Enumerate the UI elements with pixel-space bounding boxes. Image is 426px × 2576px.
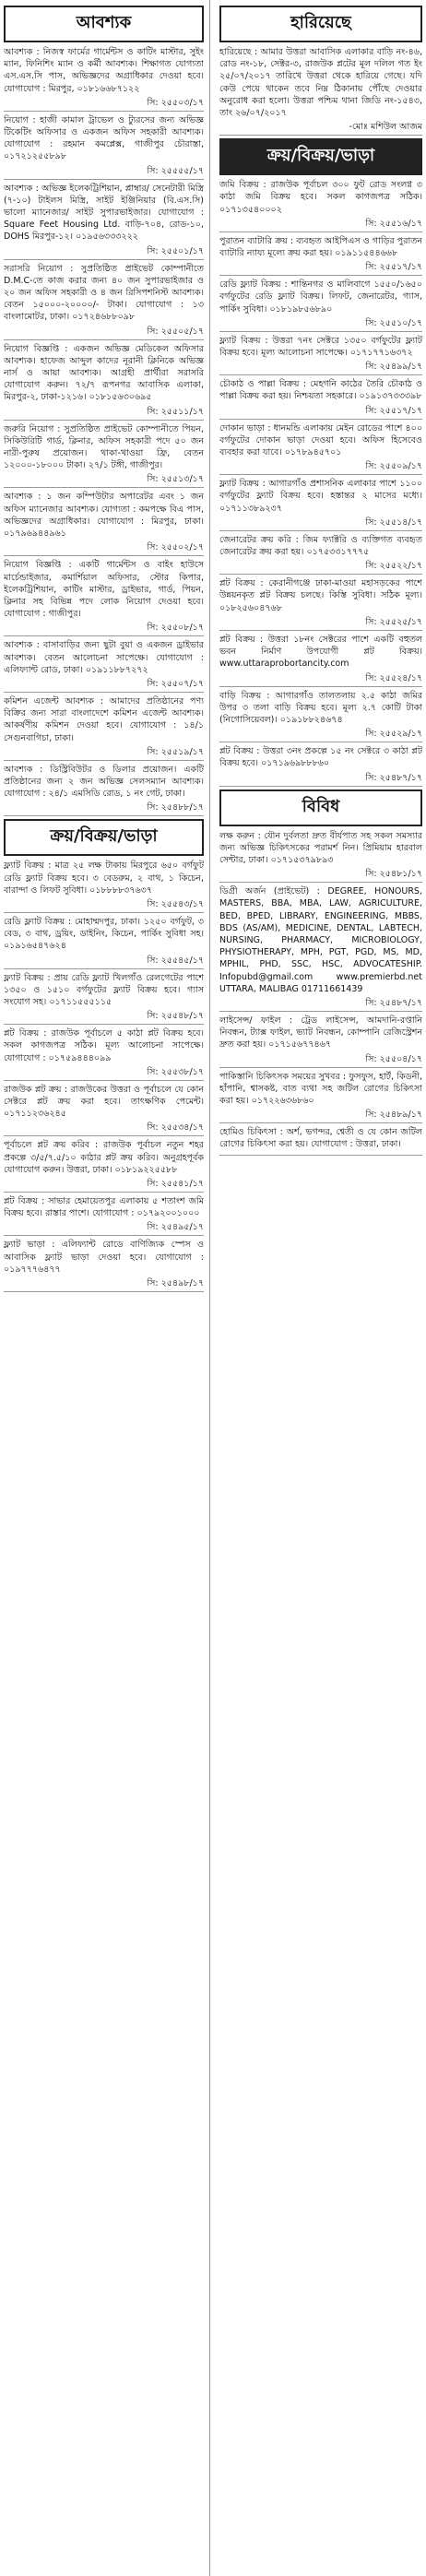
ad-code: সি: ২৫৫৩৪/১৭ [147,1122,204,1134]
buy-sell-ads-list [4,860,204,1292]
ad-code: সি: ২৫৫১১/১৭ [147,406,204,417]
ad-code: সি: ২৫৫১০/১৭ [365,317,422,328]
classified-ad [219,235,422,276]
divider [219,1155,422,1156]
lost-notice: হারিয়েছে : আমার উত্তরা আবাসিক এলাকার বাড়ি নং-৪৬, রোড নং-১৮, সেক্টর-৩, রাজউক প্লটের মূল দলিল গত ইং ২৫/০৭/২০১৭ তারিখে উত্তরা থেকে হারিয়ে গেছে। যদি কেউ পেয়ে থাকেন তবে নিম্ন ঠিকানায় পৌঁছে দেওয়ার অনুরোধ করা হলো। উত্তরা পশ্চিম থানা জিডি নং-১৫৪৩, তাং ২৬/০৭/২০১৭ [219,47,422,119]
ad-code: সি: ২৫৫০৯/১৭ [365,461,422,472]
left-column [0,0,210,2576]
divider [219,474,422,475]
divider [4,179,204,180]
classified-ad [219,885,422,1012]
ad-code: সি: ২৫৫২২/১৭ [365,561,422,572]
ad-text: লাইসেন্স/ ফাইল : ট্রেড লাইসেন্স, আমদানি-রপ্তানি নিবন্ধন, ট্যাক্স ফাইল, ভ্যাট নিবন্ধন, কোম্পানি রেজিস্ট্রেশন দ্রুত করা হয়। ০১৭১৫৬৭৭৪৬৭ [219,1015,422,1051]
classified-ad [4,639,204,693]
ad-text: প্লট বিক্রয় : উত্তরা ১৮নং সেক্টরের পাশে একটি বহুতল ভবন নির্মাণ উপযোগী প্লট বিক্রয়। www.uttaraprobortancity.com [219,634,422,670]
ad-code: সি: ২৫৫৪১/১৭ [147,1179,204,1189]
classified-ad [4,46,204,112]
classified-ad [4,263,204,340]
divider [4,1135,204,1136]
divider [219,686,422,687]
divider [4,912,204,913]
ad-code: সি: ২৫৫০৩/১৭ [147,97,204,108]
ad-text: রেডি ফ্ল্যাট বিক্রয় : মোহাম্মদপুর, ঢাকা। ১২৫০ বর্গফুট, ৩ বেড, ৩ বাথ, ড্রয়িং, ডাইনিং, কিচেন, পার্কিং সুবিধা সহ। ০১৯১৬৫৪৭৬২৪ [4,916,204,952]
divider [219,275,422,276]
divider [219,882,422,883]
divider [4,259,204,260]
ad-code: সি: ২৫৫২৯/১৭ [365,729,422,740]
divider [219,331,422,332]
ad-code: সি: ২৫৪৮১/১৭ [365,869,422,880]
ad-code: সি: ২৫৫১৯/১৭ [147,746,204,757]
right-column [214,0,426,2576]
divider [219,1122,422,1123]
ad-code: সি: ২৫৫৪৩/১৭ [147,898,204,909]
divider [4,339,204,340]
divider [4,487,204,488]
divider [4,692,204,693]
ad-text: লক্ষ করুন : যৌন দুর্বলতা দ্রুত বীর্যপাত সহ সকল সমস্যার জন্য অভিজ্ঞ চিকিৎসকের পরামর্শ নিন। প্রিমিয়াম হারবাল সেন্টার, ঢাকা। ০১৭১৫৩৭৯৮৯৩ [219,830,422,865]
ad-code: সি: ২৫৪৮৭/১৭ [365,772,422,783]
buy-sell-ads-list-right [219,179,422,786]
classified-ad [219,534,422,575]
divider [4,420,204,421]
ad-text: পুরাতন ব্যাটারি ক্রয় : ব্যবহৃত আইপিএস ও গাড়ির পুরাতন ব্যাটারি ন্যায্য মূল্যে ক্রয় করা হয়। ০১৯১১৫৪৪৬৬৮ [219,235,422,259]
ad-text: দোকান ভাড়া : ধানমন্ডি এলাকায় মেইন রোডের পাশে ৪০০ বর্গফুটের দোকান ভাড়া দেওয়া হবে। অফিস হিসেবেও ব্যবহার করা যাবে। ০১৭৮৯৪৫৭০১ [219,422,422,458]
classified-ad [4,1195,204,1236]
classified-ad [219,1126,422,1155]
ad-text: পূর্বাচলে প্লট ক্রয় করিব : রাজউক পূর্বাচল নতুন শহর প্রকল্পে ৩/৫/৭.৫/১০ কাঠার প্লট ক্রয় করিব। অনুগ্রহপূর্বক যোগাযোগ করুন। উত্তরা, ঢাকা। ০১৮১৯২২৫৫৮৮ [4,1140,204,1175]
lost-notice-signature: -মোঃ মশিউল আজম [349,122,422,133]
ad-text: জমি বিক্রয় : রাজউক পূর্বাচল ৩০০ ফুট রোড সংলগ্ন ৩ কাঠা জমি বিক্রয় হবে। সকল কাগজপত্র সঠিক। ০১৭১৩৫৪০০০২ [219,180,422,215]
ad-text: চৌকাঠ ও পাল্লা বিক্রয় : মেহগনি কাঠের তৈরি চৌকাঠ ও পাল্লা বিক্রয় করা হয়। নিশ্চয়তা সহকারে। ০১৯১৩৭৩৩৩৯৮ [219,379,422,402]
classified-ad [219,179,422,232]
ad-text: সরাসরি নিয়োগ : সুপ্রতিষ্ঠিত প্রাইভেট কোম্পানীতে D.M.C-তে কাজ করার জন্য ৪০ জন সুপারভাইজার ও ২০ জন অফিস সহকারী ও ৪ জন রিসিপশনিস্ট আবশ্যক। বেতন ১৫০০০-২০০০০/- টাকা। যোগাযোগ : ১৩ বাংলামোটর, ঢাকা। ০১৭২৪৬৮৮০৯৮ [4,263,204,323]
ad-code: সি: ২৫৪৯৮/১৭ [147,1278,204,1289]
ad-text: ফ্ল্যাট বিক্রয় : আগারগাঁও প্রশাসনিক এলাকার পাশে ১১০০ বর্গফুটের ফ্ল্যাট বিক্রয় হবে। হস্তান্তর ২ মাসের মধ্যে। ০১৭১১৩৮৯২৩৭ [219,479,422,514]
ad-text: ফ্ল্যাট বিক্রয় : প্রায় রেডি ফ্ল্যাট খিলগাঁও রেলগেটের পাশে ১৩৫০ ও ১৫১০ বর্গফুটের ফ্ল্যাট বিক্রয় হবে। গ্যাস সংযোগ সহ। ০১৭১১৫৫৫১১৫ [4,972,204,1007]
ad-text: জেনারেটর ক্রয় করি : জিম ফ্যাক্টরি ও ব্যক্তিগত ব্যবহৃত জেনারেটর ক্রয় করা হয়। ০১৭৫৩৩১৭৭৭৫ [219,534,422,558]
ad-text: রাজউক প্লট ক্রয় : রাজউকের উত্তরা ও পূর্বাচলে যে কোন সেক্টরে প্লট ক্রয় করা হবে। তাৎক্ষণিক পেমেন্ট। ০১৭১১২৩৬২৪৫ [4,1084,204,1120]
section-header-misc: বিবিধ [219,789,422,826]
ad-text: বাড়ি বিক্রয় : আগারগাঁও তালতলায় ২.৫ কাঠা জমির উপর ৩ তলা বাড়ি বিক্রয় হবে। মূল্য ২.৭ কোটি টাকা (নিগোসিয়েবল)। ০১৯১৮৮২৪৬৭৪ [219,690,422,725]
misc-ads-list [219,830,422,1156]
divider [219,1067,422,1068]
divider [4,815,204,816]
ad-code: সি: ২৫৪৯৫/১৭ [147,1222,204,1233]
ad-text: প্লট বিক্রয় : উত্তরা ৩নং প্রকল্পে ১৫ নং সেক্টরে ৩ কাঠা প্লট বিক্রয় হবে। ০১৭১৯৬৯৮৮৮৬০ [219,746,422,769]
divider [219,1011,422,1012]
ad-text: ফ্ল্যাট বিক্রয় : উত্তরা ৭নং সেক্টরে ১৩৫০ বর্গফুটের ফ্ল্যাট বিক্রয় হবে। মূল্য আলোচনা সাপেক্ষে। ০১৭১৭৭১৬৩৭২ [219,335,422,359]
ad-code: সি: ২৫৫৩৮/১৭ [147,1066,204,1077]
ad-text: কমিশন এজেন্ট আবশ্যক : আমাদের প্রতিষ্ঠানের পণ্য বিক্রির জন্য সারা বাংলাদেশে কমিশন এজেন্ট আবশ্যক। আকর্ষণীয় কমিশন দেওয়া হবে। যোগাযোগ : ১৪/১ সেগুনবাগিচা, ঢাকা। [4,695,204,743]
ad-code: সি: ২৫৫৫৫/১৭ [147,165,204,176]
ad-text: আবশ্যক : বাসাবাড়ির জন্য ছুটা বুয়া ও একজন ড্রাইভার আবশ্যক। বেতন আলোচনা সাপেক্ষে। যোগাযোগ : এলিফ্যান্ট রোড, ঢাকা। ০১৯১১৮৮৭২৭২ [4,640,204,675]
ad-text: আবশ্যক : ১ জন কম্পিউটার অপারেটর এবং ১ জন অফিস ম্যানেজার আবশ্যক। যোগ্যতা : কমপক্ষে বিএ পাস, অভিজ্ঞদের অগ্রাধিকার। যোগাযোগ : মিরপুর, ঢাকা। ০১৭৯৬৯৪৪৯৬১ [4,492,204,540]
divider [4,1291,204,1292]
classified-ad [4,1139,204,1193]
classified-ad [4,695,204,761]
ad-text: নিয়োগ : হাজী কামাল ট্রাভেল ও ট্যুরসের জন্য অভিজ্ঞ টিকেটিং অফিসার ও একজন অফিস সহকারী আবশ্যক। যোগাযোগ : রহমান কমপ্লেক্স, গাজীপুর চৌরাস্তা, ০১৭২১২৫৫৮৯৮ [4,114,204,162]
divider [219,630,422,631]
classified-ad [4,491,204,556]
ad-code: সি: ২৫৫০৮/১৭ [147,623,204,634]
classified-ad [4,916,204,969]
classified-ad [4,764,204,817]
classified-ad [4,972,204,1026]
ad-text: নিয়োগ বিজ্ঞপ্তি : একজন অভিজ্ঞ মেডিকেল অফিসার আবশ্যক। হাফেজ আব্দুল কাদের নূরানী ক্লিনিকে অভিজ্ঞ নার্স ও আয়া আবশ্যক। আগ্রহী প্রার্থীরা সরাসরি যোগাযোগ করুন। ৭২/৭ রূপনগর আবাসিক এলাকা, মিরপুর-২, ঢাকা-১২১৬। ০১৮১৫৬৩০৬৯৫ [4,343,204,403]
divider [219,786,422,787]
divider [4,1024,204,1025]
section-header-required: আবশ্যক [4,6,204,42]
ad-text: আবশ্যক : নিজস্ব ফার্মের গার্মেন্টস ও কাটিং মাস্টার, সুইং ম্যান, ফিনিশিং ম্যান ও কর্মী আবশ্যক। শিক্ষাগত যোগ্যতা এস.এস.সি পাস, অভিজ্ঞদের অগ্রাধিকার দেওয়া হবে। যোগাযোগ : মিরপুর, ০১৮১৬৬৮৭১২২ [4,47,204,94]
divider [4,760,204,761]
classified-ad [219,422,422,476]
classified-ad [4,183,204,260]
ad-code: সি: ২৫৫১৩/১৭ [147,474,204,485]
ad-text: হোমিও চিকিৎসা : অর্শ, ভগন্দর, শ্বেতী ও যে কোন জটিল রোগের চিকিৎসা করা হয়। যোগাযোগ : উত্তরা, ঢাকা। [219,1127,422,1150]
ad-code: সি: ২৫৫০৫/১৭ [147,326,204,337]
classified-ad [219,378,422,419]
classified-ad [219,335,422,375]
ad-code: সি: ২৫৪৮৯/১৭ [365,1110,422,1121]
divider [4,1192,204,1193]
divider [4,555,204,556]
classified-ad [4,423,204,489]
ad-code: সি: ২৫৪৮৮/১৭ [147,802,204,813]
ad-text: আবশ্যক : অভিজ্ঞ ইলেকট্রিশিয়ান, প্লাম্বার/ সেনেটারী মিস্ত্রি (৭-১০) টাইলস মিস্ত্রি, সাইট ইঞ্জিনিয়ার (বি.এস.সি) ভালো ম্যানেজার/ সাইট সুপারভাইজার। যোগাযোগ : Square Feet Housing Ltd. বাড়ি-৭০৪, রোড-১০, DOHS মিরপুর-১২। ০১৯৫৬৩৩৩২২২ [4,183,204,243]
classified-ad [219,478,422,531]
ad-code: সি: ২৫৫৪৮/১৭ [147,1011,204,1022]
ad-code: সি: ২৫৫১৬/১৭ [365,218,422,229]
divider [219,574,422,575]
ad-text: পাকিস্তানি চিকিৎসক সময়ের সুখবর : ফুসফুস, হার্ট, কিডনী, হাঁপানি, শ্বাসকষ্ট, বাত ব্যথা সহ জটিল রোগের চিকিৎসা করা হয়। ০১৭২২৬৩৬৮৬০ [219,1071,422,1106]
ad-code: সি: ২৫৫১৭/১৭ [365,262,422,273]
classified-ad [219,279,422,332]
ad-code: সি: ২৫৪৮৭/১৭ [365,997,422,1008]
section-header-buy-sell-rent: ক্রয়/বিক্রয়/ভাড়া [4,819,204,856]
classified-ad [4,559,204,636]
divider [4,635,204,636]
classified-ad [219,745,422,786]
ad-code: সি: ২৫৫২৫/১৭ [365,616,422,627]
divider [4,1080,204,1081]
classified-ad [219,830,422,884]
divider [4,111,204,112]
divider [219,135,422,136]
ad-text: ডিগ্রী অর্জন (প্রাইভেট) : DEGREE, HONOURS, MASTERS, BBA, MBA, LAW, AGRICULTURE, BED, BPED, LIBRARY, ENGINEERING, MBBS, BDS (AS/AM), MEDICINE, DENTAL, LABTECH, NURSING, PHARMACY, MICROBIOLOGY, PHYSIOTHERAPY, MPH, PGT, PGD, MS, MD, MPHIL, PHD, SSC, HSC, ADVOCATESHIP. Infopubd@gmail.com www.premierbd.net UTTARA, MALIBAG 01711661439 [219,886,422,994]
ad-code: সি: ২৫৫৪৫/১৭ [147,955,204,966]
classified-ad [219,1071,422,1124]
ad-text: জরুরি নিয়োগ : সুপ্রতিষ্ঠিত প্রাইভেট কোম্পানীতে পিয়ন, সিকিউরিটি গার্ড, ক্লিনার, অফিস সহকারী পদে ৫০ জন নারী-পুরুষ প্রয়োজন। থাকা-খাওয়া ফ্রি, বেতন ১২০০০-১৮০০০ টাকা। ২৭/১ টঙ্গী, গাজীপুর। [4,423,204,471]
divider [4,1235,204,1236]
ad-code: সি: ২৫৫১৭/১৭ [365,405,422,416]
ad-text: প্লট বিক্রয় : রাজউক পূর্বাচলে ৫ কাঠা প্লট বিক্রয় হবে। সকল কাগজপত্র সঠিক। মূল্য আলোচনা সাপেক্ষে। যোগাযোগ : ০১৭৫৯৪৪৪০৯৯ [4,1028,204,1063]
section-header-lost: হারিয়েছে [219,6,422,42]
ad-code: সি: ২৫৪৯৯/১৭ [365,362,422,373]
classified-ad [4,1084,204,1137]
classified-ad [4,1027,204,1081]
divider [219,231,422,232]
ad-code: সি: ২৫৫০২/১৭ [147,542,204,553]
classified-ad [219,1015,422,1068]
ad-text: আবশ্যক : ডিস্ট্রিবিউটর ও ডিলার প্রয়োজন। একটি প্রতিষ্ঠানের জন্য ২ জন অভিজ্ঞ সেলসম্যান আবশ্যক। যোগাযোগ : ২৪/১ এমসিডি রোড, ১ নং গেট, ঢাকা। [4,764,204,800]
ad-text: প্লট বিক্রয় : সাভার হেমায়েতপুর এলাকায় ৫ শতাংশ জমি বিক্রয় হবে। রাস্তার পাশে। যোগাযোগ : ০১৭৯২০০১০০০ [4,1196,204,1219]
classified-ad [219,690,422,743]
ad-text: নিয়োগ বিজ্ঞপ্তি : একটি গার্মেন্টস ও বাইং হাউসে মার্চেন্ডাইজার, কমার্শিয়াল অফিসার, স্টোর কিপার, ইলেকট্রিশিয়ান, কাটিং মাস্টার, ড্রাইভার, গার্ড, পিয়ন, ক্লিনার সহ বিভিন্ন পদে লোক নিয়োগ দেওয়া হবে। যোগাযোগ : গাজীপুর। [4,560,204,620]
ad-code: সি: ২৫৫১৪/১৭ [365,516,422,528]
required-ads-list [4,46,204,816]
classified-ad [4,860,204,913]
ad-code: সি: ২৫৫০৭/১৭ [147,678,204,689]
section-header-buy-sell-rent-right: ক্রয়/বিক্রয়/ভাড়া [219,138,422,175]
ad-code: সি: ২৫৫২৪/১৭ [365,672,422,683]
ad-code: সি: ২৫৫০৪/১৭ [365,1053,422,1064]
divider [219,530,422,531]
ad-text: ফ্ল্যাট বিক্রয় : মাত্র ২৫ লক্ষ টাকায় মিরপুরে ৬৫০ বর্গফুট রেডি ফ্ল্যাট বিক্রয় হবে। ৩ বেডরুম, ২ বাথ, ১ কিচেন, বারান্দা ও লিফট সুবিধা। ০১৮৮৮৮৩৭৬৩৭ [4,861,204,896]
divider [219,419,422,420]
classified-ad [4,343,204,421]
ad-code: সি: ২৫৫০১/১৭ [147,245,204,256]
ad-text: রেডি ফ্ল্যাট বিক্রয় : শান্তিনগর ও মালিবাগে ১৫৫০/১৬৫০ বর্গফুটের রেডি ফ্ল্যাট বিক্রয়। লিফট, জেনারেটর, গ্যাস, পার্কিং সুবিধা। ০১৮১৯৮৫৬৮৯০ [219,279,422,315]
classified-ad [4,114,204,180]
ad-text: প্লট বিক্রয় : কেরানীগঞ্জে ঢাকা-মাওয়া মহাসড়কের পাশে উন্নয়নকৃত প্লট বিক্রয় চলছে। কিস্তি সুবিধা। সঠিক মূল্য। ০১৮২৫৬০৪৭৬৮ [219,578,422,613]
divider [4,968,204,969]
classified-ad [219,634,422,687]
classified-ad [4,1239,204,1292]
ad-text: ফ্ল্যাট ভাড়া : এলিফ্যান্ট রোডে বাণিজ্যিক স্পেস ও আবাসিক ফ্ল্যাট ভাড়া দেওয়া হবে। যোগাযোগ : ০১৯৭৭৭৬৪৭৭ [4,1240,204,1275]
classified-ad [219,577,422,631]
divider [219,374,422,375]
